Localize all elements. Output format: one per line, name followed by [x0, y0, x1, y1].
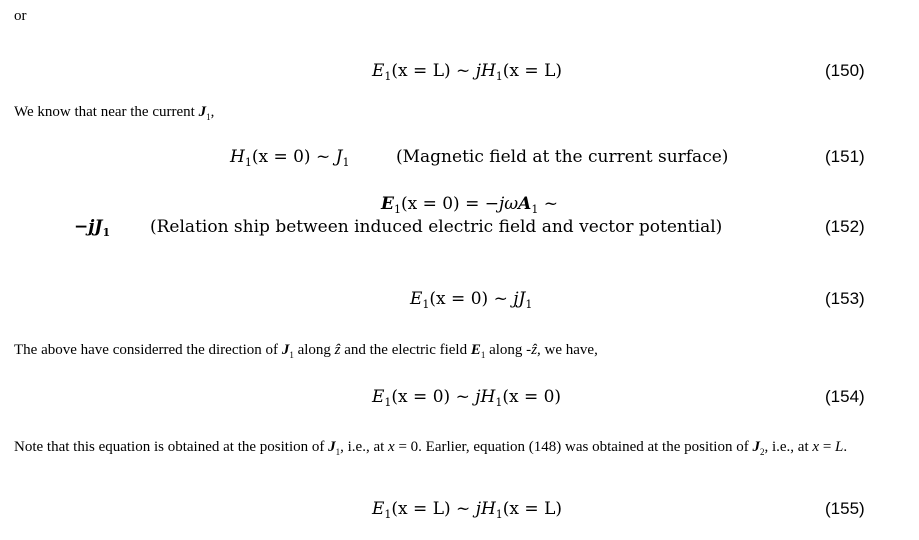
paragraph-note: Note that this equation is obtained at the position of $J_1$, i.e., at x = 0. Earlier, equation (148) was obtained at the position of $J_2$, i.e., at x = L.	[14, 439, 848, 457]
text-or: or	[14, 8, 27, 24]
equation-151-note: (Magnetic field at the current surface)	[396, 147, 729, 167]
equation-152-note: (Relation ship between induced electric field and vector potential)	[150, 217, 723, 237]
equation-number-151: (151)	[825, 147, 865, 166]
symbol-e: E	[372, 61, 385, 81]
equation-152-line1: $E_1(x = 0) = -j\omega A_1$ ~	[381, 194, 558, 216]
equation-152-line2: $-jJ_1$	[74, 217, 111, 239]
paragraph-near-current: We know that near the current $J_1$,	[14, 104, 215, 122]
equation-number-150: (150)	[825, 61, 865, 80]
equation-155: $E_1(x = L)$ ~ $jH_1(x = L)$	[372, 499, 562, 521]
equation-number-155: (155)	[825, 499, 865, 518]
equation-number-154: (154)	[825, 387, 865, 406]
paragraph-direction: The above have considerred the direction of $J_1$ along ẑ and the electric field $E_1$ along -ẑ, we have,	[14, 342, 598, 360]
equation-154: $E_1(x = 0)$ ~ $jH_1(x = 0)$	[372, 387, 562, 409]
equation-153: $E_1(x = 0)$ ~ $jJ_1$	[410, 289, 533, 311]
equation-151: $H_1(x = 0)$ ~ $J_1$	[230, 147, 350, 169]
equation-number-152: (152)	[825, 217, 865, 236]
equation-150: $E_1(x = L)$ ~ $jH_1(x = L)$	[372, 61, 562, 83]
equation-number-153: (153)	[825, 289, 865, 308]
